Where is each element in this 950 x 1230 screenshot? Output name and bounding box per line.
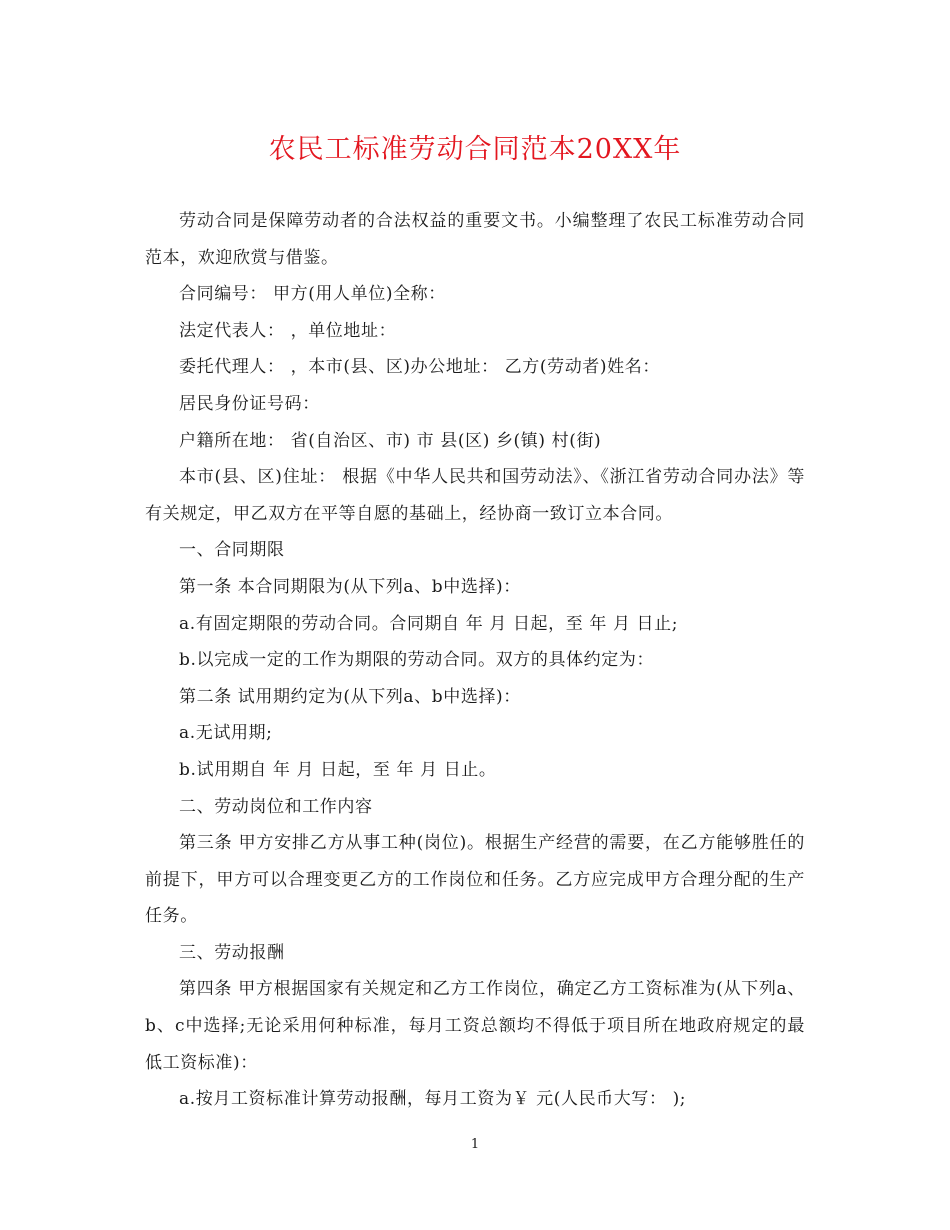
section-heading-job-content: 二、劳动岗位和工作内容 bbox=[179, 796, 373, 817]
article-2-option-b: b.试用期自 年 月 日起，至 年 月 日止。 bbox=[179, 759, 497, 780]
paragraph-contract-number: 合同编号： 甲方(用人单位)全称： bbox=[179, 284, 446, 305]
article-2: 第二条 试用期约定为(从下列a、b中选择)： bbox=[179, 686, 521, 707]
document-title: 农民工标准劳动合同范本20XX年 bbox=[268, 134, 682, 165]
article-1-option-a: a.有固定期限的劳动合同。合同期自 年 月 日起，至 年 月 日止; bbox=[179, 613, 679, 634]
paragraph-legal-representative: 法定代表人： ，单位地址： bbox=[179, 320, 397, 341]
article-1: 第一条 本合同期限为(从下列a、b中选择)： bbox=[179, 576, 521, 597]
paragraph-household-registration: 户籍所在地： 省(自治区、市) 市 县(区) 乡(镇) 村(街) bbox=[179, 430, 602, 451]
paragraph-intro: 劳动合同是保障劳动者的合法权益的重要文书。小编整理了农民工标准劳动合同范本，欢迎欣赏与借鉴。 bbox=[145, 211, 805, 268]
article-1-option-b: b.以完成一定的工作为期限的劳动合同。双方的具体约定为： bbox=[179, 650, 655, 671]
paragraph-address-basis: 本市(县、区)住址： 根据《中华人民共和国劳动法》、《浙江省劳动合同办法》等有关规定，甲乙双方在平等自愿的基础上，经协商一致订立本合同。 bbox=[145, 467, 805, 524]
paragraph-agent: 委托代理人： ，本市(县、区)办公地址： 乙方(劳动者)姓名： bbox=[179, 357, 660, 378]
section-heading-remuneration: 三、劳动报酬 bbox=[179, 942, 285, 963]
article-4-option-a: a.按月工资标准计算劳动报酬，每月工资为￥ 元(人民币大写： ); bbox=[179, 1089, 687, 1110]
section-heading-contract-term: 一、合同期限 bbox=[179, 540, 285, 561]
page-number: 1 bbox=[470, 1137, 480, 1152]
paragraph-id-number: 居民身份证号码： bbox=[179, 393, 320, 414]
article-2-option-a: a.无试用期; bbox=[179, 723, 273, 744]
article-4: 第四条 甲方根据国家有关规定和乙方工作岗位，确定乙方工资标准为(从下列a、b、c中选择;无论采用何种标准，每月工资总额均不得低于项目所在地政府规定的最低工资标准)： bbox=[145, 979, 805, 1073]
article-3: 第三条 甲方安排乙方从事工种(岗位)。根据生产经营的需要，在乙方能够胜任的前提下，甲方可以合理变更乙方的工作岗位和任务。乙方应完成甲方合理分配的生产任务。 bbox=[145, 833, 805, 927]
document-body bbox=[145, 203, 805, 1118]
